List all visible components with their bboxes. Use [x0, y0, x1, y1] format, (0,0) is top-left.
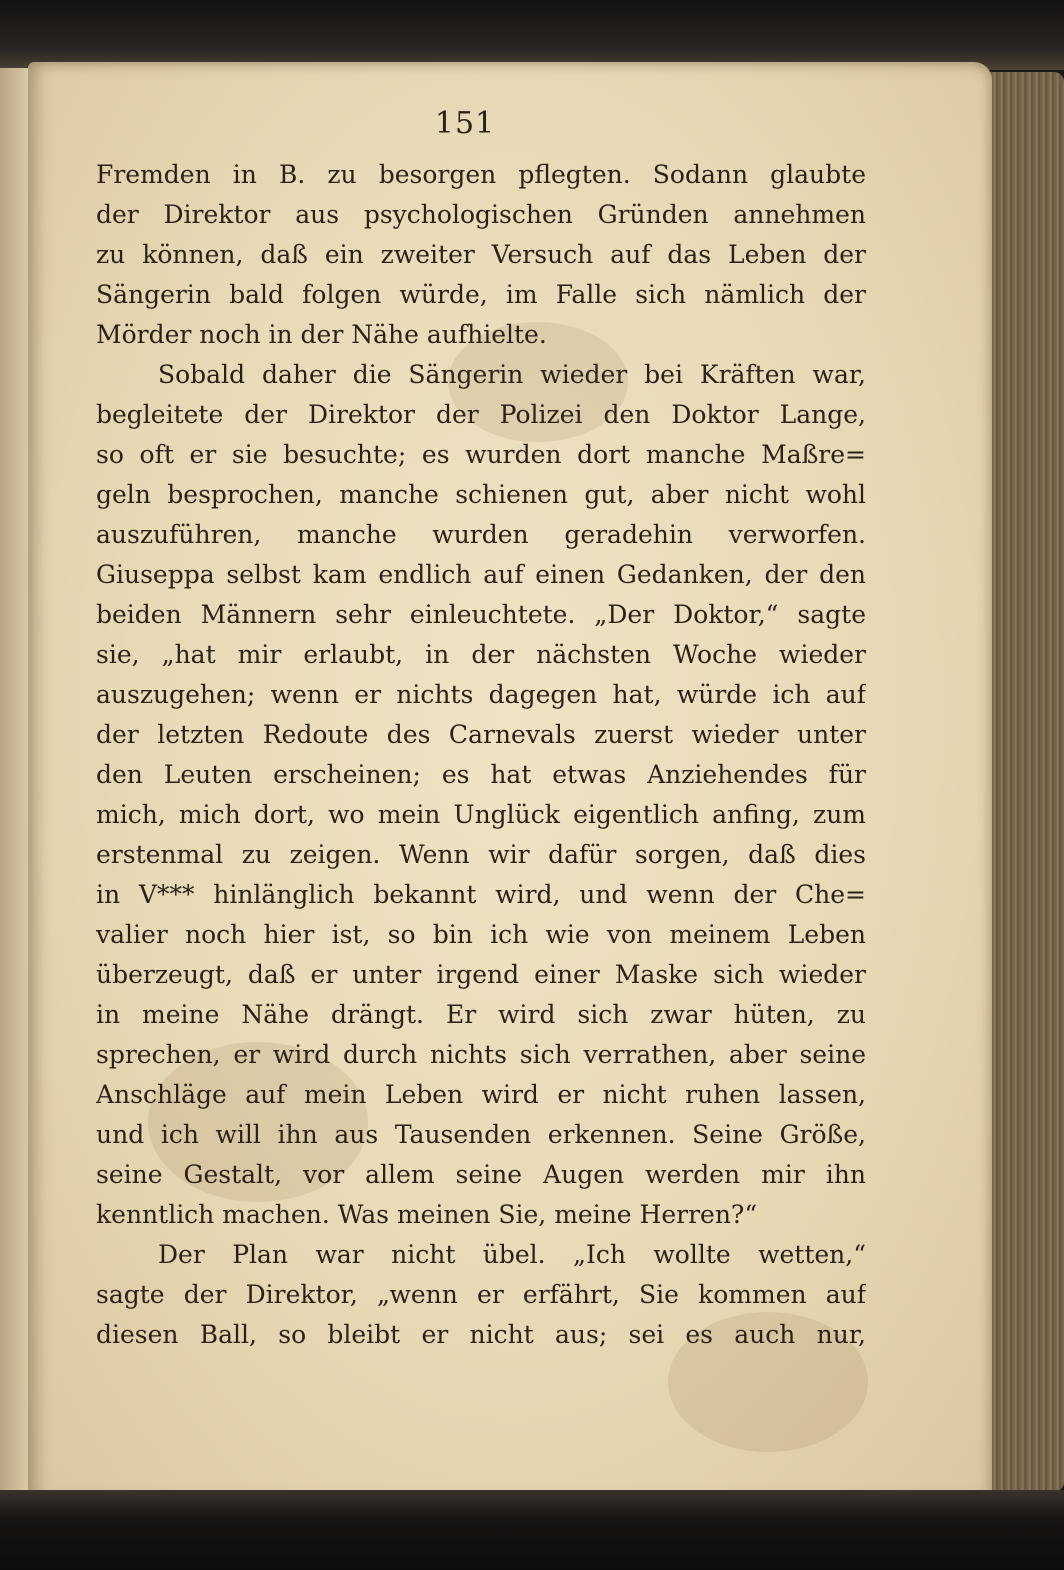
text-line: auszugehen; wenn er nichts dagegen hat, würde ich auf: [96, 680, 866, 709]
text-line: überzeugt, daß er unter irgend einer Maske sich wieder: [96, 960, 866, 989]
text-line: Giuseppa selbst kam endlich auf einen Gedanken, der den: [96, 560, 866, 589]
text-line: Mörder noch in der Nähe aufhielte.: [96, 320, 547, 349]
text-line: der letzten Redoute des Carnevals zuerst wieder unter: [96, 720, 866, 749]
text-line: sie, „hat mir erlaubt, in der nächsten Woche wieder: [96, 640, 866, 669]
text-line: geln besprochen, manche schienen gut, aber nicht wohl: [96, 480, 866, 509]
text-line: Sobald daher die Sängerin wieder bei Kräften war,: [158, 360, 866, 389]
body-text: [96, 155, 866, 1355]
text-line: kenntlich machen. Was meinen Sie, meine Herren?“: [96, 1200, 758, 1229]
text-line: Fremden in B. zu besorgen pflegten. Sodann glaubte: [96, 160, 866, 189]
text-line: mich, mich dort, wo mein Unglück eigentlich anfing, zum: [96, 800, 866, 829]
text-line: diesen Ball, so bleibt er nicht aus; sei es auch nur,: [96, 1320, 866, 1349]
text-line: Sängerin bald folgen würde, im Falle sich nämlich der: [96, 280, 866, 309]
text-line: sagte der Direktor, „wenn er erfährt, Sie kommen auf: [96, 1280, 866, 1309]
text-line: erstenmal zu zeigen. Wenn wir dafür sorgen, daß dies: [96, 840, 866, 869]
text-line: und ich will ihn aus Tausenden erkennen. Seine Größe,: [96, 1120, 866, 1149]
text-line: Der Plan war nicht übel. „Ich wollte wetten,“: [158, 1240, 866, 1269]
text-line: auszuführen, manche wurden geradehin verworfen.: [96, 520, 866, 549]
text-line: seine Gestalt, vor allem seine Augen werden mir ihn: [96, 1160, 866, 1189]
text-line: so oft er sie besuchte; es wurden dort manche Maßre=: [96, 440, 866, 469]
page-number: 151: [434, 106, 496, 141]
text-line: begleitete der Direktor der Polizei den Doktor Lange,: [96, 400, 866, 429]
text-line: zu können, daß ein zweiter Versuch auf das Leben der: [96, 240, 866, 269]
text-line: beiden Männern sehr einleuchtete. „Der Doktor,“ sagte: [96, 600, 866, 629]
text-line: in V*** hinlänglich bekannt wird, und wenn der Che=: [96, 880, 866, 909]
text-line: der Direktor aus psychologischen Gründen annehmen: [96, 200, 866, 229]
text-line: den Leuten erscheinen; es hat etwas Anziehendes für: [96, 760, 866, 789]
book-bottom-edge: [0, 1490, 1064, 1570]
text-line: valier noch hier ist, so bin ich wie von meinem Leben: [96, 920, 866, 949]
text-line: Anschläge auf mein Leben wird er nicht ruhen lassen,: [96, 1080, 866, 1109]
book-top-edge: [0, 0, 1064, 70]
text-line: sprechen, er wird durch nichts sich verrathen, aber seine: [96, 1040, 866, 1069]
page-stack-edge: [985, 72, 1064, 1492]
text-line: in meine Nähe drängt. Er wird sich zwar hüten, zu: [96, 1000, 866, 1029]
